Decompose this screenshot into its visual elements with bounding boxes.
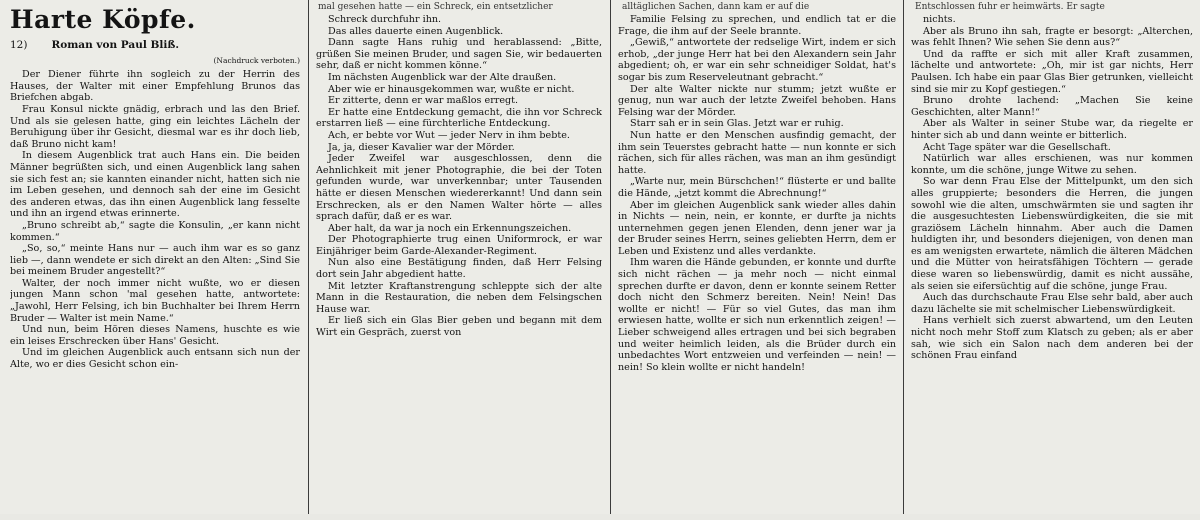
paragraph: Familie Felsing zu sprechen, und endlich tat er die Frage, die ihm auf der Seele brannte. xyxy=(618,14,896,37)
paragraph: Bruno drohte lachend: „Machen Sie keine Geschichten, alter Mann!“ xyxy=(911,95,1193,118)
column-4 xyxy=(911,14,1193,520)
paragraph: Dann sagte Hans ruhig und herablassend: „Bitte, grüßen Sie meinen Bruder, und sagen Sie, wir bedauerten sehr, daß er nicht kommen könne.“ xyxy=(316,37,602,72)
paragraph: Frau Konsul nickte gnädig, erbrach und las den Brief. Und als sie gelesen hatte, ging ein leichtes Lächeln der Beruhigung über ihr Gesicht, diesmal war es ihr doch lieb, daß Bruno nicht kam! xyxy=(10,103,300,150)
paragraph: Walter, der noch immer nicht wußte, wo er diesen jungen Mann schon 'mal gesehen hatte, antwortete: „Jawohl, Herr Felsing, ich bin Buchhalter bei Ihrem Herrn Bruder — Walter ist mein Name.“ xyxy=(10,277,300,324)
paragraph: Nun hatte er den Menschen ausfindig gemacht, der ihm sein Teuerstes gebracht hatte — nun konnte er sich rächen, sich für alles rächen, was man an ihm gesündigt hatte. xyxy=(618,129,896,176)
installment-number: 12) xyxy=(10,39,28,51)
paragraph: Und nun, beim Hören dieses Namens, huschte es wie ein leises Erschrecken über Hans' Gesicht. xyxy=(10,324,300,347)
paragraph: Aber als Walter in seiner Stube war, da riegelte er hinter sich ab und dann weinte er bitterlich. xyxy=(911,118,1193,141)
article-byline xyxy=(10,40,300,52)
paragraph: Ja, ja, dieser Kavalier war der Mörder. xyxy=(328,141,515,153)
paragraph: In diesem Augenblick trat auch Hans ein. Die beiden Männer begrüßten sich, und einen Augenblick lang sahen sie sich fest an; sie kannten einander nicht, hatten sich nie im Leben gesehen, und dennoch sah der eine im Gesicht des anderen etwas, das ihn einen Augenblick lang fesselte und ihn an irgend etwas erinnerte. xyxy=(10,150,300,220)
paragraph: Acht Tage später war die Gesellschaft. xyxy=(923,141,1111,153)
paragraph: Ihm waren die Hände gebunden, er konnte und durfte sich nicht rächen — ja mehr noch — nicht einmal sprechen durfte er davon, denn er konnte seinem Retter doch nicht den Schmerz bereiten. Nein! Nein! Das wollte er nicht! — Für so viel Gutes, das man ihm erwiesen hatte, wollte er sich nun erkenntlich zeigen! — Lieber schweigend alles ertragen und bei sich begraben und weiter heimlich leiden, als die Brüder durch ein unbedachtes Wort entzweien und verfeinden — nein! — nein! So klein wollte er nicht handeln! xyxy=(618,257,896,373)
paragraph: Das alles dauerte einen Augenblick. xyxy=(328,25,504,37)
column-rule xyxy=(308,0,309,514)
paragraph: Natürlich war alles erschienen, was nur kommen konnte, um die schöne, junge Witwe zu sehen. xyxy=(911,153,1193,176)
column-3 xyxy=(618,14,896,520)
article-subtitle: Roman von Paul Bliß. xyxy=(51,39,179,51)
paragraph: Hans verhielt sich zuerst abwartend, um den Leuten nicht noch mehr Stoff zum Klatsch zu geben; als er aber sah, wie sich ein Salon nach dem anderen bei der schönen Frau einfand xyxy=(911,315,1193,362)
paragraph: Er zitterte, denn er war maßlos erregt. xyxy=(328,95,519,107)
reprint-notice: (Nachdruck verboten.) xyxy=(213,55,300,65)
paragraph: Aber als Bruno ihn sah, fragte er besorgt: „Alterchen, was fehlt Ihnen? Wie sehen Sie denn aus?“ xyxy=(911,25,1193,49)
top-strip-col2: mal gesehen hatte — ein Schreck, ein entsetzlicher xyxy=(318,2,553,12)
column-rule xyxy=(610,0,611,514)
top-strip-col4: Entschlossen fuhr er heimwärts. Er sagte xyxy=(915,2,1105,12)
paragraph: „Bruno schreibt ab,“ sagte die Konsulin, „er kann nicht kommen.“ xyxy=(10,219,300,243)
paragraph: Jeder Zweifel war ausgeschlossen, denn die Aehnlichkeit mit jener Photographie, die bei der Toten gefunden wurde, war unverkennbar; unter Tausenden hätte er diesen Menschen wiedererkannt! Und dann sein Erschrecken, als er den Namen Walter hörte — alles sprach dafür, daß er es war. xyxy=(316,153,602,223)
paragraph: Der alte Walter nickte nur stumm; jetzt wußte er genug, nun war auch der letzte Zweifel behoben. Hans Felsing war der Mörder. xyxy=(618,83,896,118)
paragraph: Im nächsten Augenblick war der Alte draußen. xyxy=(328,71,557,83)
paragraph: Auch das durchschaute Frau Else sehr bald, aber auch dazu lächelte sie mit schelmischer Liebenswürdigkeit. xyxy=(911,292,1193,315)
paragraph: „Gewiß,“ antwortete der redselige Wirt, indem er sich erhob, „der junge Herr hat bei den Alexandern sein Jahr abgedient; oh, er war ein sehr schneidiger Soldat, hat's sogar bis zum Reserveleutnant gebracht.“ xyxy=(618,37,896,83)
paragraph: Und da raffte er sich mit aller Kraft zusammen, lächelte und antwortete: „Oh, mir ist gar nichts, Herr Paulsen. Ich habe ein paar Glas Bier getrunken, vielleicht sind sie mir zu Kopf gestiegen.“ xyxy=(911,48,1193,95)
paragraph: „So, so,“ meinte Hans nur — auch ihm war es so ganz lieb —, dann wendete er sich direkt an den Alten: „Sind Sie bei meinem Bruder angestellt?“ xyxy=(10,243,300,278)
paragraph: nichts. xyxy=(923,14,956,25)
paragraph: Nun also eine Bestätigung finden, daß Herr Felsing dort sein Jahr abgedient hatte. xyxy=(316,257,602,281)
paragraph: Der Diener führte ihn sogleich zu der Herrin des Hauses, der Walter mit einer Empfehlung Brunos das Briefchen abgab. xyxy=(10,69,300,104)
paragraph: Schreck durchfuhr ihn. xyxy=(328,14,442,25)
paragraph: Und im gleichen Augenblick auch entsann sich nun der Alte, wo er dies Gesicht schon ein- xyxy=(10,347,300,371)
article-title: Harte Köpfe. xyxy=(10,5,196,34)
paragraph: Aber wie er hinausgekommen war, wußte er nicht. xyxy=(328,83,575,95)
paragraph: „Warte nur, mein Bürschchen!“ flüsterte er und ballte die Hände, „jetzt kommt die Abrechnung!“ xyxy=(618,176,896,199)
paragraph: Er ließ sich ein Glas Bier geben und begann mit dem Wirt ein Gespräch, zuerst von xyxy=(316,315,602,339)
paragraph: So war denn Frau Else der Mittelpunkt, um den sich alles gruppierte; besonders die Herren, die jungen sowohl wie die alten, umschwärmten sie und sagten ihr die ausgesuchtesten Liebenswürdigkeiten, die sie mit graziösem Lächeln hinnahm. Aber auch die Damen huldigten ihr, und besonders diejenigen, von denen man es am wenigsten erwartete, nämlich die älteren Mädchen und die Mütter von heiratsfähigen Töchtern — gerade diese waren so liebenswürdig, damit es nicht aussähe, als seien sie eifersüchtig auf die schöne, junge Frau. xyxy=(911,176,1193,292)
paragraph: Er hatte eine Entdeckung gemacht, die ihn vor Schreck erstarren ließ — eine fürchterliche Entdeckung. xyxy=(316,106,602,130)
paragraph: Aber halt, da war ja noch ein Erkennungszeichen. xyxy=(328,222,572,234)
column-rule xyxy=(903,0,904,514)
top-strip-col3: alltäglichen Sachen, dann kam er auf die xyxy=(622,2,810,12)
column-1 xyxy=(10,2,300,508)
paragraph: Starr sah er in sein Glas. Jetzt war er ruhig. xyxy=(630,118,844,130)
paragraph: Aber im gleichen Augenblick sank wieder alles dahin in Nichts — nein, nein, er konnte, er durfte ja nichts unternehmen gegen jenen Elenden, denn jener war ja der Bruder seines Herrn, seines geliebten Herrn, dem er Leben und Existenz und alles verdankte. xyxy=(618,199,896,257)
paragraph: Der Photographierte trug einen Uniformrock, er war Einjähriger beim Garde-Alexander-Regiment. xyxy=(316,234,602,257)
paragraph: Mit letzter Kraftanstrengung schleppte sich der alte Mann in die Restauration, die neben dem Felsingschen Hause war. xyxy=(316,280,602,315)
paragraph: Ach, er bebte vor Wut — jeder Nerv in ihm bebte. xyxy=(328,129,570,141)
column-2 xyxy=(316,14,602,520)
